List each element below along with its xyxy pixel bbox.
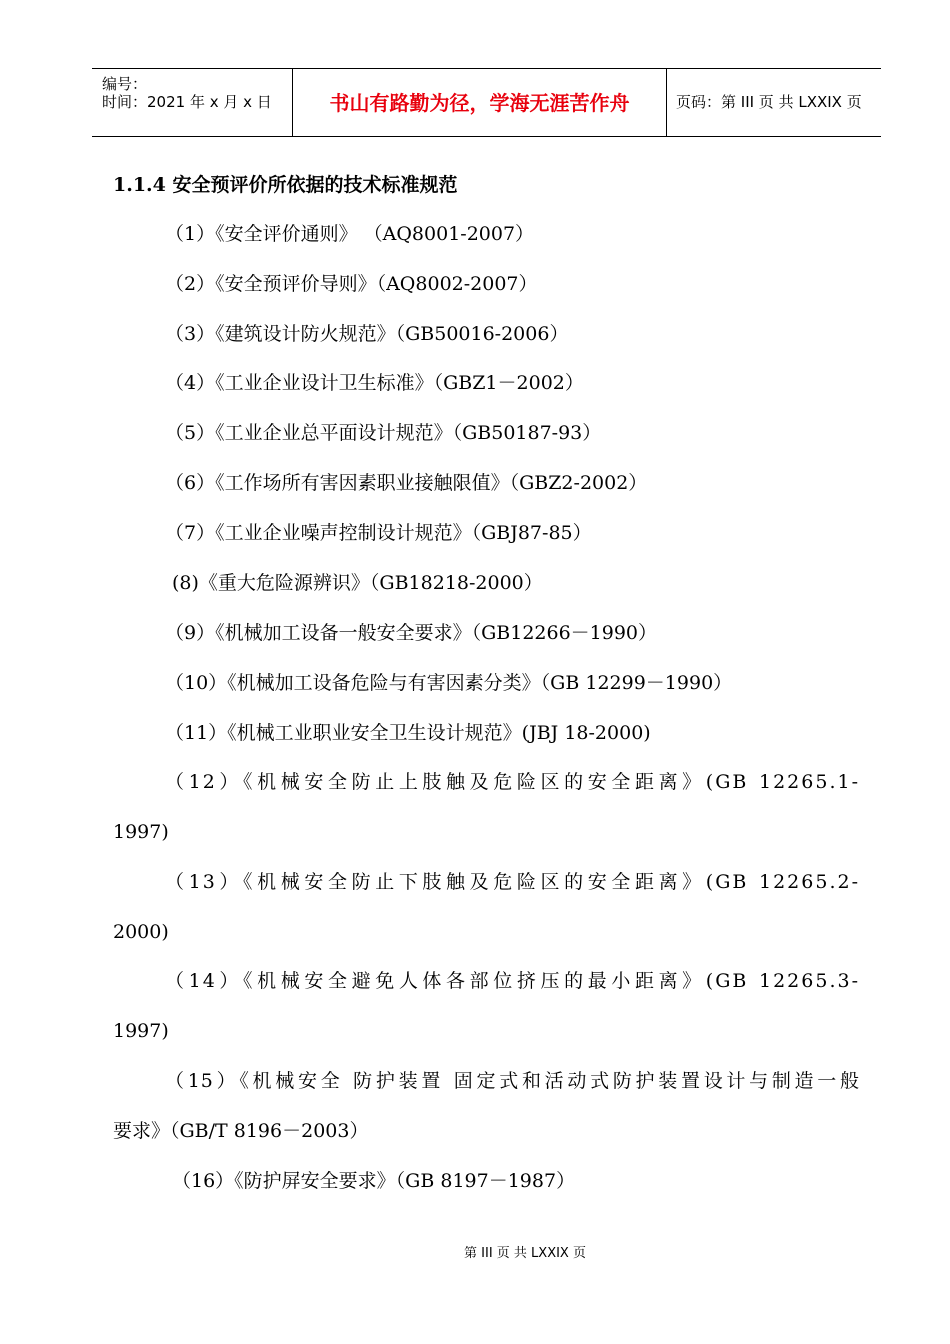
standard-item-5: （5）《工业企业总平面设计规范》（GB50187-93） [165,422,602,444]
header-motto-cell [292,69,667,136]
document-number-label: 编号： [102,75,148,93]
standard-item-12 [113,769,860,869]
standard-item-7: （7）《工业企业噪声控制设计规范》（GBJ87-85） [165,522,592,544]
standard-item-6: （6）《工作场所有害因素职业接触限值》（GBZ2-2002） [165,472,648,494]
standard-item-15-line1: （15）《机械安全 防护装置 固定式和活动式防护装置设计与制造一般 [165,1070,860,1092]
standard-item-14-line2: 1997) [113,1020,169,1042]
standard-item-12-line2: 1997) [113,821,169,843]
section-title: 1.1.4 安全预评价所依据的技术标准规范 [113,174,458,196]
standard-item-14-line1: （14）《机械安全避免人体各部位挤压的最小距离》(GB 12265.3- [165,970,860,992]
standard-item-4: （4）《工业企业设计卫生标准》（GBZ1－2002） [165,372,584,394]
header-page-info: 页码：第 III 页 共 LXXIX 页 [676,93,862,111]
header-page-cell [666,69,881,136]
standard-item-12-line1: （12）《机械安全防止上肢触及危险区的安全距离》(GB 12265.1- [165,771,860,793]
standard-item-15-line2: 要求》（GB/T 8196－2003） [113,1120,369,1142]
header-meta-cell [92,69,292,136]
standard-item-11: （11）《机械工业职业安全卫生设计规范》(JBJ 18-2000) [165,722,651,744]
standard-item-8: (8)《重大危险源辨识》（GB18218-2000） [172,572,543,594]
standard-item-9: （9）《机械加工设备一般安全要求》（GB12266－1990） [165,622,658,644]
standard-item-13-line1: （13）《机械安全防止下肢触及危险区的安全距离》(GB 12265.2- [165,871,860,893]
standard-item-16: （16）《防护屏安全要求》（GB 8197－1987） [172,1170,576,1192]
standard-item-2: （2）《安全预评价导则》（AQ8002-2007） [165,273,538,295]
standard-item-10: （10）《机械加工设备危险与有害因素分类》（GB 12299－1990） [165,672,733,694]
page-header [92,68,881,137]
header-motto: 书山有路勤为径，学海无涯苦作舟 [329,91,630,115]
standard-item-15 [113,1068,860,1168]
page-footer: 第 III 页 共 LXXIX 页 [464,1246,586,1261]
standard-item-13-line2: 2000) [113,921,169,943]
standard-item-1: （1）《安全评价通则》 （AQ8001-2007） [165,223,535,245]
standard-item-14 [113,968,860,1068]
standard-item-13 [113,869,860,969]
standard-item-3: （3）《建筑设计防火规范》（GB50016-2006） [165,323,569,345]
document-time-label: 时间：2021 年 x 月 x 日 [102,93,272,111]
